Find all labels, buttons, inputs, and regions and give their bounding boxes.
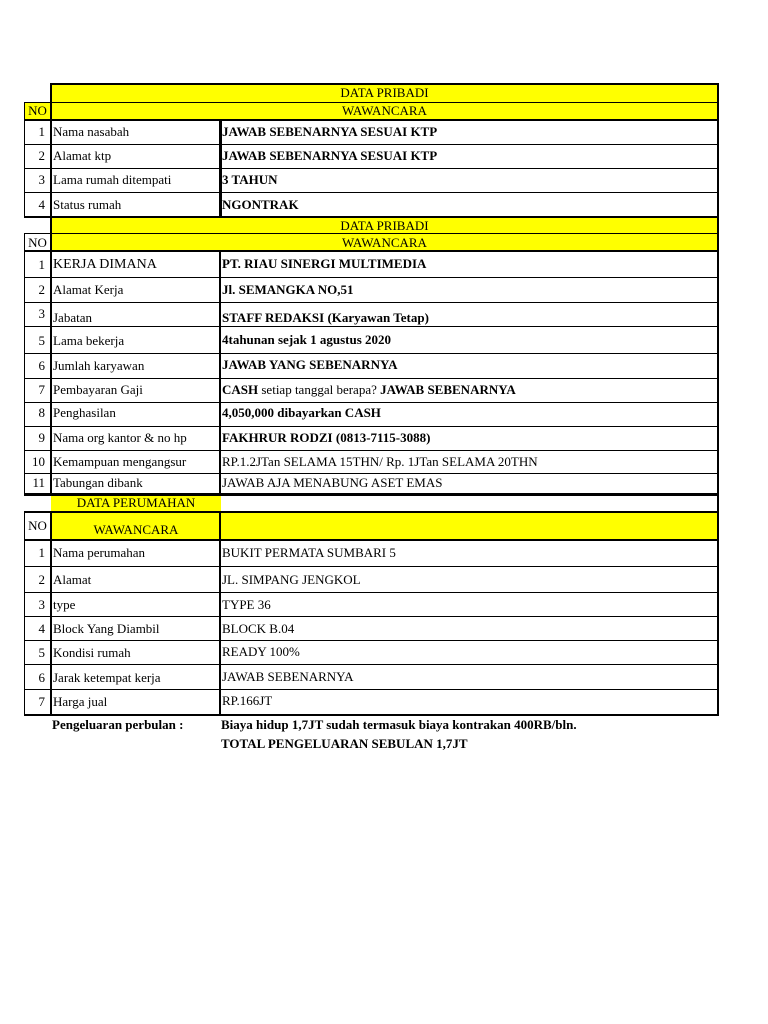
row-number: 2 [38, 282, 45, 297]
row-number: 7 [38, 382, 45, 397]
row-number: 1 [38, 124, 45, 139]
row-value: NGONTRAK [222, 197, 299, 212]
grid-line [24, 326, 719, 327]
row-label: Penghasilan [53, 405, 116, 420]
section3-title: DATA PERUMAHAN [76, 495, 196, 510]
grid-line [24, 714, 719, 716]
row-label: type [53, 597, 76, 612]
row-number: 2 [38, 148, 45, 163]
grid-line [24, 511, 719, 513]
row-value: READY 100% [222, 644, 300, 659]
row-value: 4tahunan sejak 1 agustus 2020 [222, 332, 392, 347]
grid-line [219, 119, 222, 217]
row-number: 7 [38, 694, 45, 709]
row-value: STAFF REDAKSI (Karyawan Tetap) [222, 310, 429, 325]
grid-line [24, 233, 719, 234]
row-number: 6 [38, 358, 45, 373]
row-value: BUKIT PERMATA SUMBARI 5 [222, 545, 396, 560]
section3-no-header: NO [28, 518, 47, 533]
row-number: 3 [38, 306, 45, 321]
section1-title: DATA PRIBADI [340, 85, 429, 100]
section1-no-header: NO [28, 103, 47, 118]
row-value: JAWAB SEBENARNYA SESUAI KTP [222, 148, 438, 163]
row-number: 3 [38, 597, 45, 612]
grid-line [24, 302, 719, 303]
expense-line-2: TOTAL PENGELUARAN SEBULAN 1,7JT [221, 736, 468, 751]
expense-line-1: Biaya hidup 1,7JT sudah termasuk biaya kontrakan 400RB/bln. [221, 717, 577, 732]
row-label: Block Yang Diambil [53, 621, 160, 636]
section2-title: DATA PRIBADI [340, 218, 429, 233]
grid-line [24, 450, 719, 451]
row-value: RP.1.2JTan SELAMA 15THN/ Rp. 1JTan SELAMA 20THN [222, 454, 538, 469]
row-label: Lama bekerja [53, 333, 125, 348]
grid-line [24, 168, 719, 169]
section1-subtitle: WAWANCARA [342, 103, 427, 118]
row-label: Tabungan dibank [53, 475, 143, 490]
expense-label: Pengeluaran perbulan : [52, 717, 184, 732]
row-value: JAWAB SEBENARNYA [222, 669, 354, 684]
grid-line [24, 493, 719, 496]
row-label: Jumlah karyawan [53, 358, 145, 373]
row-number: 6 [38, 670, 45, 685]
grid-line [24, 233, 25, 494]
grid-line [24, 216, 719, 218]
row-value: JAWAB AJA MENABUNG ASET EMAS [222, 475, 443, 490]
row-label: Nama perumahan [53, 545, 146, 560]
row-label: Nama org kantor & no hp [53, 430, 187, 445]
row-value: JAWAB YANG SEBENARNYA [222, 357, 398, 372]
row-value: BLOCK B.04 [222, 621, 295, 636]
row-value: 3 TAHUN [222, 172, 278, 187]
row-label: Alamat ktp [53, 148, 112, 163]
grid-line [219, 511, 221, 715]
section2-subtitle: WAWANCARA [342, 235, 427, 250]
grid-line [24, 539, 719, 541]
row-number: 5 [38, 333, 45, 348]
row-label: Lama rumah ditempati [53, 172, 172, 187]
row-value-bold-part: JAWAB SEBENARNYA [380, 382, 516, 397]
row-label: Jarak ketempat kerja [53, 670, 161, 685]
grid-line [219, 250, 221, 493]
row-value: JAWAB SEBENARNYA SESUAI KTP [222, 124, 438, 139]
row-number: 1 [38, 257, 45, 272]
row-label: Jabatan [53, 310, 92, 325]
row-number: 1 [38, 545, 45, 560]
row-value: 4,050,000 dibayarkan CASH [222, 405, 381, 420]
grid-line [24, 566, 719, 567]
row-number: 5 [38, 645, 45, 660]
section3-subtitle: WAWANCARA [93, 522, 179, 537]
row-value: Jl. SEMANGKA NO,51 [222, 282, 354, 297]
grid-line [24, 616, 719, 617]
row-value-mixed [221, 382, 718, 399]
grid-line [24, 592, 719, 593]
grid-line [24, 689, 719, 690]
grid-line [24, 426, 719, 427]
row-value-plain-part: setiap tanggal berapa? [258, 382, 381, 397]
row-label: Kemampuan mengangsur [53, 454, 187, 469]
grid-line [24, 640, 719, 641]
row-value: FAKHRUR RODZI (0813-7115-3088) [222, 430, 431, 445]
grid-line [24, 250, 719, 252]
row-label: Alamat Kerja [53, 282, 124, 297]
row-label: Pembayaran Gaji [53, 382, 143, 397]
row-value-bold-part: CASH [222, 382, 259, 397]
grid-line [50, 216, 52, 494]
row-number: 2 [38, 572, 45, 587]
grid-line [24, 473, 719, 474]
grid-line [50, 83, 52, 217]
grid-line [24, 378, 719, 379]
row-label: Harga jual [53, 694, 108, 709]
grid-line [24, 192, 719, 193]
section2-no-header: NO [28, 235, 47, 250]
row-label: Kondisi rumah [53, 645, 131, 660]
grid-line [24, 664, 719, 665]
grid-line [24, 144, 719, 145]
grid-line [24, 277, 719, 278]
row-number: 8 [38, 405, 45, 420]
grid-line [24, 119, 719, 121]
grid-line [24, 102, 25, 217]
grid-line [50, 83, 719, 85]
grid-line [50, 511, 52, 715]
row-label: Status rumah [53, 197, 122, 212]
row-value: TYPE 36 [222, 597, 271, 612]
row-label: Nama nasabah [53, 124, 130, 139]
row-number: 3 [38, 172, 45, 187]
row-number: 4 [38, 197, 45, 212]
row-label: Alamat [53, 572, 92, 587]
row-value: PT. RIAU SINERGI MULTIMEDIA [222, 256, 427, 271]
row-number: 11 [32, 475, 45, 490]
row-value: RP.166JT [222, 693, 273, 708]
row-number: 4 [38, 621, 45, 636]
grid-line [24, 102, 719, 103]
row-value: JL. SIMPANG JENGKOL [222, 572, 361, 587]
row-number: 10 [32, 454, 45, 469]
grid-line [24, 353, 719, 354]
row-number: 9 [38, 430, 45, 445]
grid-line [24, 511, 25, 715]
grid-line [24, 402, 719, 403]
row-label: KERJA DIMANA [53, 257, 157, 272]
grid-line [717, 83, 719, 715]
